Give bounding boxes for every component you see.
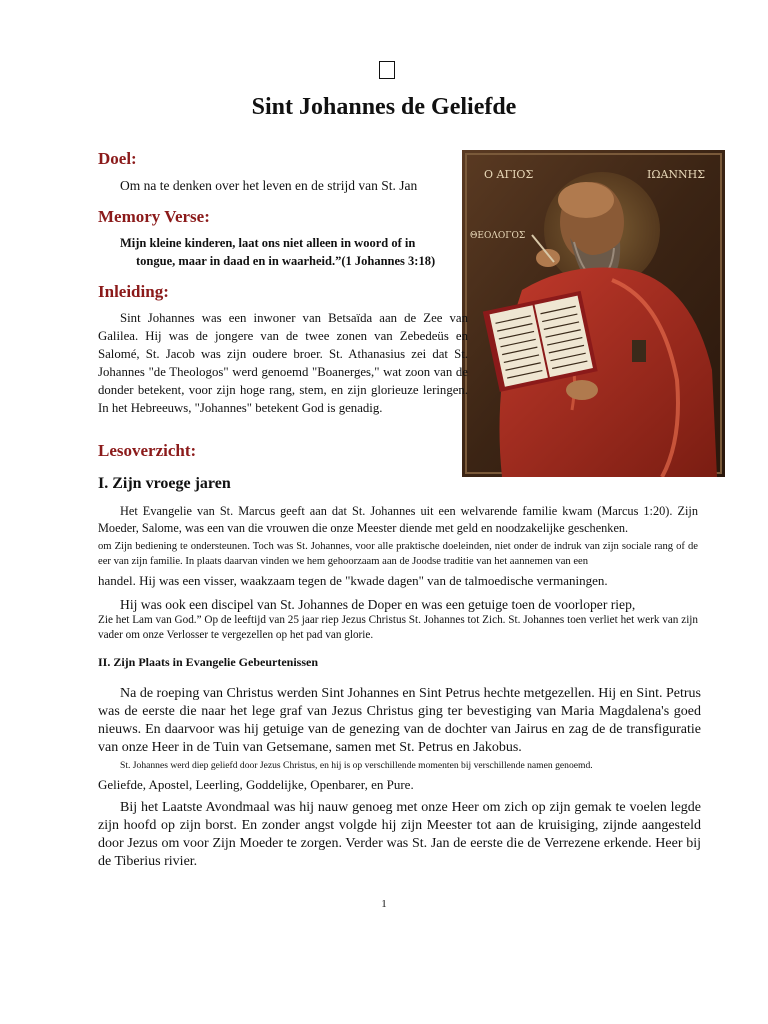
section2-p3: Bij het Laatste Avondmaal was hij nauw genoeg met onze Heer om zich op zijn gemak te voelen legde zijn hoofd op zijn borst. En zonder angst volgde hij zijn Meester tot aan de kruisiging, zijnde aangesteld door Jezus om voor Zijn Moeder te zorgen. Verder was St. Jan de eerste die de Verrezene erkende. Heer bij de Tiberius rivier. [98, 800, 701, 869]
section1-p1b: om Zijn bediening te ondersteunen. Toch was St. Johannes, voor alle praktische doeleinden, niet onder de indruk van zijn sociale rang of de eer van zijn familie. In plaats daarvan vinden we hem gehoorzaam aan de Joodse traditie van het aannemen van een [98, 541, 698, 567]
section1-title: I. Zijn vroege jaren [98, 475, 231, 492]
section1-p1c: handel. Hij was een visser, waakzaam tegen de "kwade dagen" van de talmoedische vermaningen. [98, 573, 608, 588]
memory-verse-line2: tongue, maar in daad en in waarheid.”(1 Johannes 3:18) [136, 254, 436, 268]
section2-p2: St. Johannes werd diep geliefd door Jezus Christus, en hij is op verschillende momenten bij verschillende namen genoemd. [120, 760, 593, 771]
saint-john-icon [462, 150, 725, 477]
doel-text: Om na te denken over het leven en de strijd van St. Jan [120, 178, 418, 193]
section2-p1: Na de roeping van Christus werden Sint Johannes en Sint Petrus hechte metgezellen. Hij en Sint. Petrus was de eerste die naar het lege graf van Jezus Christus ging ter bevestiging van Maria Magdalena's goed nieuws. En daarvoor was hij getuige van de genezing van de dochter van Jairus en zag de de transfiguratie van onze Heer in de Tuin van Getsemane, samen met St. Petrus en Jakobus. [98, 686, 701, 755]
section1-p2: Hij was ook een discipel van St. Johannes de Doper en was een getuige toen de voorloper riep, [120, 597, 636, 612]
box-glyph-icon [379, 61, 395, 79]
section2-p2b: Geliefde, Apostel, Leerling, Goddelijke, Openbarer, en Pure. [98, 777, 414, 792]
section1-p1: Het Evangelie van St. Marcus geeft aan dat St. Johannes uit een welvarende familie kwam (Marcus 1:20). Zijn Moeder, Salome, was een van die vrouwen die onze Meester diende met geld en noodzakelijke geschenken. [98, 504, 698, 535]
memory-verse-heading: Memory Verse: [98, 207, 210, 226]
page-number: 1 [381, 898, 387, 910]
doel-heading: Doel: [98, 149, 137, 168]
icon-inscription-mid: ΘΕΟΛΟΓΟΣ [470, 231, 526, 241]
saint-john-icon-image [462, 150, 725, 477]
section1-p2b: Zie het Lam van God.” Op de leeftijd van 25 jaar riep Jezus Christus St. Johannes tot Zich. St. Johannes toen verliet het werk van zijn vader om onze Verlosser te vergezellen op het pad van glorie. [98, 614, 698, 641]
page-title: Sint Johannes de Geliefde [251, 94, 517, 120]
icon-inscription-right: ΙΩΑΝΝΗΣ [647, 168, 706, 181]
inleiding-heading: Inleiding: [98, 282, 169, 301]
memory-verse-text [120, 234, 468, 270]
icon-inscription-left: Ο ΑΓΙΟΣ [484, 168, 534, 181]
lesoverzicht-heading: Lesoverzicht: [98, 441, 197, 460]
memory-verse-line1: Mijn kleine kinderen, laat ons niet alleen in woord of in [120, 236, 416, 250]
inleiding-text: Sint Johannes was een inwoner van Betsaïda aan de Zee van Galilea. Hij was de jongere van de twee zonen van Zebedeüs en Salomé, St. Jacob was zijn oudere broer. St. Athanasius zei dat St. Johannes "de Theologos" werd genoemd "Boanerges," wat zoon van de donder betekent, voor zijn hoge rang, stem, en zijn glorieuze leringen. In het Hebreeuws, "Johannes" betekent God is genadig. [98, 311, 468, 415]
section2-title: II. Zijn Plaats in Evangelie Gebeurtenissen [98, 655, 319, 669]
